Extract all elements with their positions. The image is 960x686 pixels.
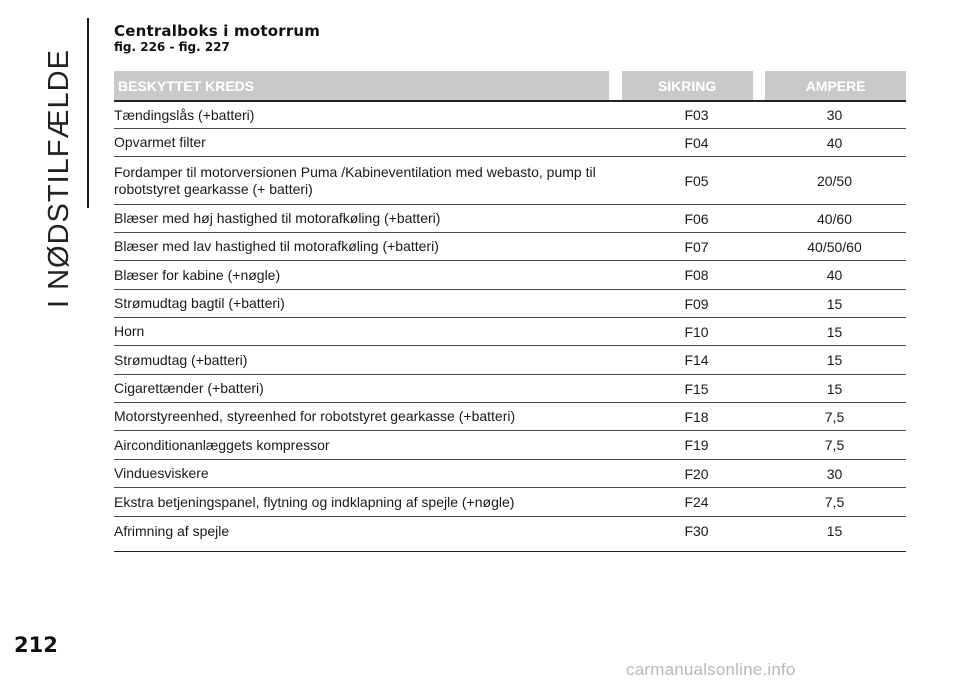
cell-circuit: Afrimning af spejle <box>114 523 230 539</box>
cell-circuit: Horn <box>114 323 145 339</box>
table-row <box>114 261 906 290</box>
cell-fuse: F03 <box>684 107 709 123</box>
cell-ampere: 20/50 <box>816 172 853 189</box>
cell-fuse: F09 <box>684 295 709 312</box>
cell-fuse: F20 <box>684 465 709 482</box>
column-header-fuse: SIKRING <box>622 71 753 100</box>
table-row <box>114 431 906 460</box>
cell-fuse: F07 <box>684 238 709 255</box>
cell-fuse: F19 <box>684 437 709 453</box>
table-row <box>114 205 906 233</box>
cell-ampere: 15 <box>826 323 843 340</box>
table-row <box>114 157 906 205</box>
table-row <box>114 488 906 517</box>
cell-circuit: Tændingslås (+batteri) <box>114 106 255 123</box>
cell-fuse: F18 <box>684 408 709 425</box>
cell-fuse: F08 <box>684 267 709 283</box>
cell-ampere: 7,5 <box>824 408 845 425</box>
cell-ampere: 40 <box>826 134 843 151</box>
cell-circuit: Blæser for kabine (+nøgle) <box>114 266 281 283</box>
cell-circuit: Strømudtag bagtil (+batteri) <box>114 295 285 311</box>
cell-circuit: Cigarettænder (+batteri) <box>114 380 264 396</box>
column-header-circuit: BESKYTTET KREDS <box>114 71 609 100</box>
cell-ampere: 40/50/60 <box>807 238 862 255</box>
watermark: carmanualsonline.info <box>626 660 796 679</box>
cell-circuit: Motorstyreenhed, styreenhed for robotstyret gearkasse (+batteri) <box>114 408 516 424</box>
cell-circuit: Fordamper til motorversionen Puma /Kabineventilation med webasto, pump til robotstyret gearkasse (+ batteri) <box>114 163 596 197</box>
cell-circuit: Airconditionanlæggets kompressor <box>114 436 330 453</box>
cell-circuit: Blæser med lav hastighed til motorafkøling (+batteri) <box>114 238 439 254</box>
table-row <box>114 129 906 157</box>
cell-fuse: F06 <box>684 210 709 227</box>
table-row <box>114 375 906 403</box>
cell-ampere: 40 <box>826 267 843 283</box>
page-title: Centralboks i motorrum <box>114 22 321 40</box>
table-row <box>114 517 906 552</box>
cell-fuse: F05 <box>684 172 709 189</box>
table-row <box>114 460 906 488</box>
cell-circuit: Blæser med høj hastighed til motorafkøling (+batteri) <box>114 210 441 226</box>
table-row <box>114 403 906 431</box>
fuse-table <box>114 71 906 552</box>
cell-circuit: Opvarmet filter <box>114 134 206 150</box>
table-row <box>114 290 906 318</box>
cell-ampere: 15 <box>826 380 843 397</box>
cell-ampere: 15 <box>826 523 843 539</box>
cell-fuse: F10 <box>684 323 709 340</box>
cell-circuit: Ekstra betjeningspanel, flytning og indklapning af spejle (+nøgle) <box>114 493 515 510</box>
cell-ampere: 40/60 <box>816 210 853 227</box>
table-header <box>114 71 906 100</box>
cell-ampere: 30 <box>826 107 843 123</box>
cell-fuse: F14 <box>684 352 709 368</box>
section-side-title: I NØDSTILFÆLDE <box>43 49 75 308</box>
table-row <box>114 318 906 346</box>
cell-ampere: 15 <box>826 352 843 368</box>
cell-circuit: Strømudtag (+batteri) <box>114 351 248 368</box>
cell-fuse: F30 <box>684 523 709 539</box>
cell-circuit: Vinduesviskere <box>114 465 209 481</box>
cell-fuse: F24 <box>684 494 709 510</box>
cell-ampere: 7,5 <box>824 494 845 510</box>
cell-ampere: 30 <box>826 465 843 482</box>
table-body <box>114 102 906 552</box>
figure-reference: fig. 226 - fig. 227 <box>114 40 230 54</box>
cell-fuse: F15 <box>684 380 709 397</box>
side-rule <box>87 18 89 208</box>
header-gap <box>753 71 766 100</box>
column-header-ampere: AMPERE <box>765 71 906 100</box>
cell-ampere: 15 <box>826 295 843 312</box>
table-row <box>114 102 906 129</box>
header-gap <box>609 71 622 100</box>
table-row <box>114 346 906 375</box>
page-number: 212 <box>14 633 58 657</box>
cell-ampere: 7,5 <box>824 437 845 453</box>
cell-fuse: F04 <box>684 134 709 151</box>
table-row <box>114 233 906 261</box>
